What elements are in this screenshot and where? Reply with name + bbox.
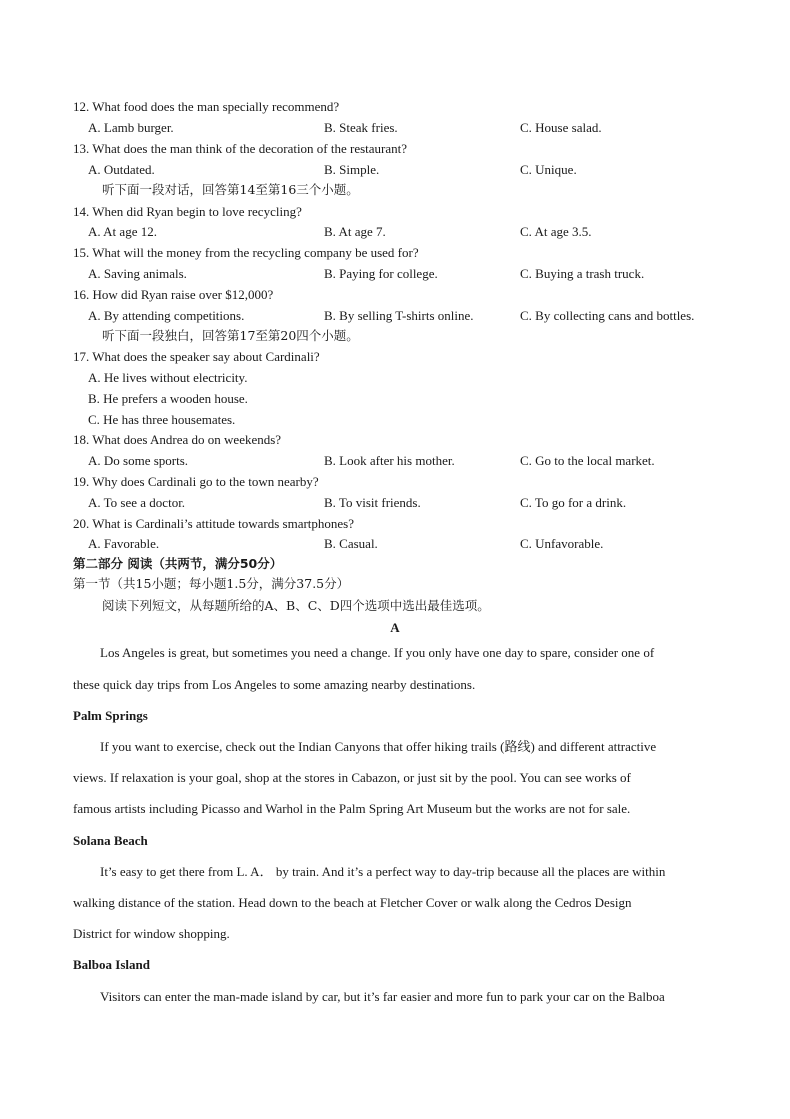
question-19: 19. Why does Cardinali go to the town nearby?: [73, 474, 319, 489]
q13-option-a: A. Outdated.: [88, 162, 155, 177]
listening-instruction-17-20: 听下面一段独白，回答第17至第20四个小题。: [102, 328, 359, 343]
q20-option-a: A. Favorable.: [88, 536, 160, 551]
q12-option-a: A. Lamb burger.: [88, 120, 174, 135]
heading-solana-beach: Solana Beach: [73, 833, 148, 848]
question-13: 13. What does the man think of the decoration of the restaurant?: [73, 141, 408, 156]
q16-option-c: C. By collecting cans and bottles.: [520, 308, 695, 323]
q14-option-c: C. At age 3.5.: [520, 224, 592, 239]
palm-springs-line-2: views. If relaxation is your goal, shop at the stores in Cabazon, or just sit by the pool. You can see works of: [73, 770, 631, 785]
q20-option-c: C. Unfavorable.: [520, 536, 604, 551]
q15-option-c: C. Buying a trash truck.: [520, 266, 645, 281]
reading-directions: 阅读下列短文，从每题所给的A、B、C、D四个选项中选出最佳选项。: [102, 598, 490, 613]
question-12: 12. What food does the man specially recommend?: [73, 99, 340, 114]
q17-option-b: B. He prefers a wooden house.: [88, 391, 248, 406]
q18-option-a: A. Do some sports.: [88, 453, 189, 468]
solana-beach-line-2: walking distance of the station. Head down to the beach at Fletcher Cover or walk along the Cedros Design: [73, 895, 632, 910]
balboa-island-line-1: Visitors can enter the man-made island by car, but it’s far easier and more fun to park your car on the Balboa: [100, 989, 665, 1004]
heading-balboa-island: Balboa Island: [73, 957, 150, 972]
listening-instruction-14-16: 听下面一段对话，回答第14至第16三个小题。: [102, 182, 359, 197]
q16-option-a: A. By attending competitions.: [88, 308, 245, 323]
section-one-title: 第一节（共15小题；每小题1.5分，满分37.5分）: [73, 576, 350, 591]
passage-letter: A: [390, 620, 400, 635]
q17-option-c: C. He has three housemates.: [88, 412, 236, 427]
question-17: 17. What does the speaker say about Cardinali?: [73, 349, 320, 364]
heading-palm-springs: Palm Springs: [73, 708, 148, 723]
question-20: 20. What is Cardinali’s attitude towards smartphones?: [73, 516, 355, 531]
q19-option-b: B. To visit friends.: [324, 495, 421, 510]
question-14: 14. When did Ryan begin to love recycling?: [73, 204, 302, 219]
q18-option-c: C. Go to the local market.: [520, 453, 655, 468]
part-two-title: 第二部分 阅读（共两节，满分50分）: [73, 556, 283, 571]
q16-option-b: B. By selling T-shirts online.: [324, 308, 474, 323]
question-18: 18. What does Andrea do on weekends?: [73, 432, 282, 447]
q17-option-a: A. He lives without electricity.: [88, 370, 248, 385]
palm-springs-line-3: famous artists including Picasso and Warhol in the Palm Spring Art Museum but the works are not for sale.: [73, 801, 631, 816]
palm-springs-line-1: If you want to exercise, check out the Indian Canyons that offer hiking trails (路线) and different attractive: [100, 739, 657, 754]
q15-option-b: B. Paying for college.: [324, 266, 438, 281]
q14-option-a: A. At age 12.: [88, 224, 157, 239]
q14-option-b: B. At age 7.: [324, 224, 386, 239]
passage-intro-line-2: these quick day trips from Los Angeles to some amazing nearby destinations.: [73, 677, 476, 692]
q12-option-b: B. Steak fries.: [324, 120, 398, 135]
solana-beach-line-3: District for window shopping.: [73, 926, 230, 941]
q20-option-b: B. Casual.: [324, 536, 378, 551]
solana-beach-line-1: It’s easy to get there from L. A． by train. And it’s a perfect way to day-trip because all the places are within: [100, 864, 666, 879]
q19-option-a: A. To see a doctor.: [88, 495, 186, 510]
question-16: 16. How did Ryan raise over $12,000?: [73, 287, 274, 302]
question-15: 15. What will the money from the recycling company be used for?: [73, 245, 419, 260]
q18-option-b: B. Look after his mother.: [324, 453, 455, 468]
q13-option-c: C. Unique.: [520, 162, 577, 177]
passage-intro-line-1: Los Angeles is great, but sometimes you need a change. If you only have one day to spare, consider one of: [100, 645, 655, 660]
q13-option-b: B. Simple.: [324, 162, 380, 177]
q19-option-c: C. To go for a drink.: [520, 495, 627, 510]
q12-option-c: C. House salad.: [520, 120, 602, 135]
q15-option-a: A. Saving animals.: [88, 266, 187, 281]
